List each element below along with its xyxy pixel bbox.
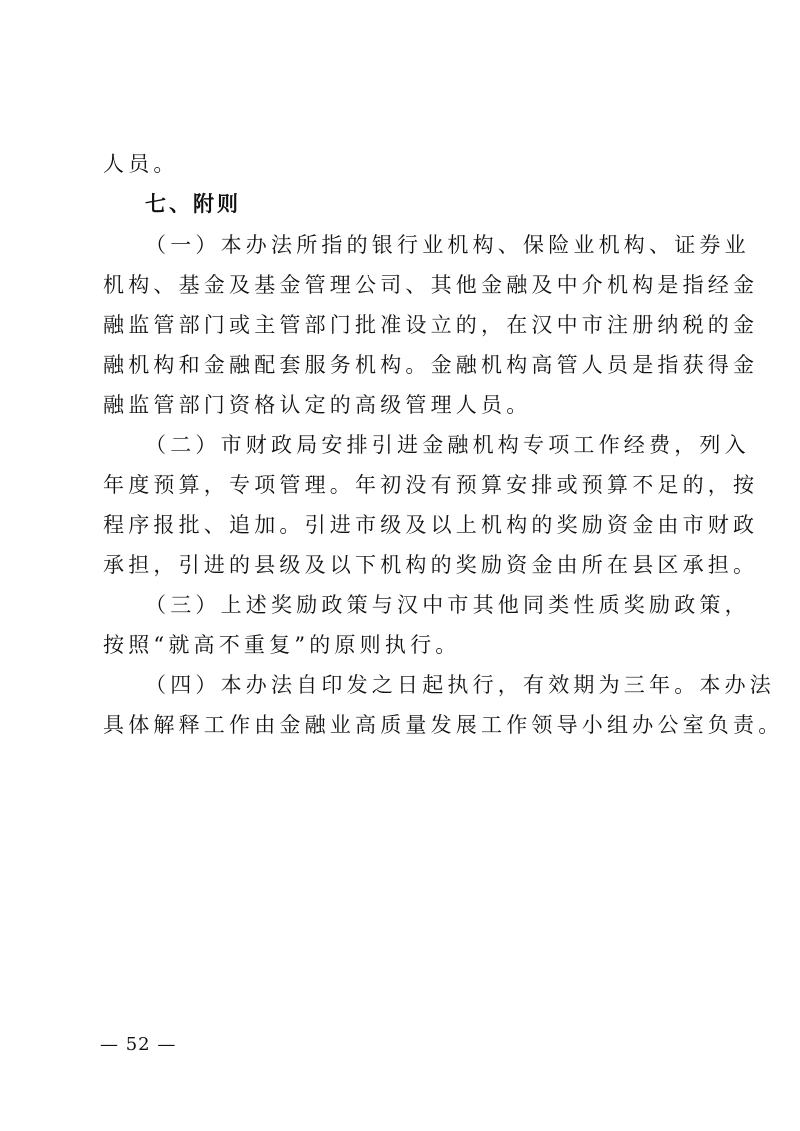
section-heading: 七、附则 bbox=[145, 192, 241, 216]
paragraph-line: 融监管部门资格认定的高级管理人员。 bbox=[103, 393, 532, 417]
paragraph-line: 年度预算，专项管理。年初没有预算安排或预算不足的，按 bbox=[103, 473, 759, 497]
paragraph-line: （二）市财政局安排引进金融机构专项工作经费，列入 bbox=[145, 433, 750, 457]
paragraph-line: 程序报批、追加。引进市级及以上机构的奖励资金由市财政 bbox=[103, 513, 759, 537]
paragraph-line: （一）本办法所指的银行业机构、保险业机构、证券业 bbox=[145, 233, 750, 257]
paragraph-line: （四）本办法自印发之日起执行，有效期为三年。本办法 bbox=[145, 673, 775, 697]
paragraph-line: 承担，引进的县级及以下机构的奖励资金由所在县区承担。 bbox=[103, 553, 759, 577]
paragraph-line: 按照“就高不重复”的原则执行。 bbox=[103, 633, 461, 657]
paragraph-line: 具体解释工作由金融业高质量发展工作领导小组办公室负责。 bbox=[103, 713, 784, 737]
paragraph-line: 融机构和金融配套服务机构。金融机构高管人员是指获得金 bbox=[103, 353, 759, 377]
page-number: — 52 — bbox=[100, 1034, 177, 1055]
paragraph-line: （三）上述奖励政策与汉中市其他同类性质奖励政策， bbox=[145, 593, 750, 617]
paragraph-line: 机构、基金及基金管理公司、其他金融及中介机构是指经金 bbox=[103, 273, 759, 297]
paragraph-line: 人员。 bbox=[103, 152, 179, 176]
paragraph-line: 融监管部门或主管部门批准设立的，在汉中市注册纳税的金 bbox=[103, 313, 759, 337]
